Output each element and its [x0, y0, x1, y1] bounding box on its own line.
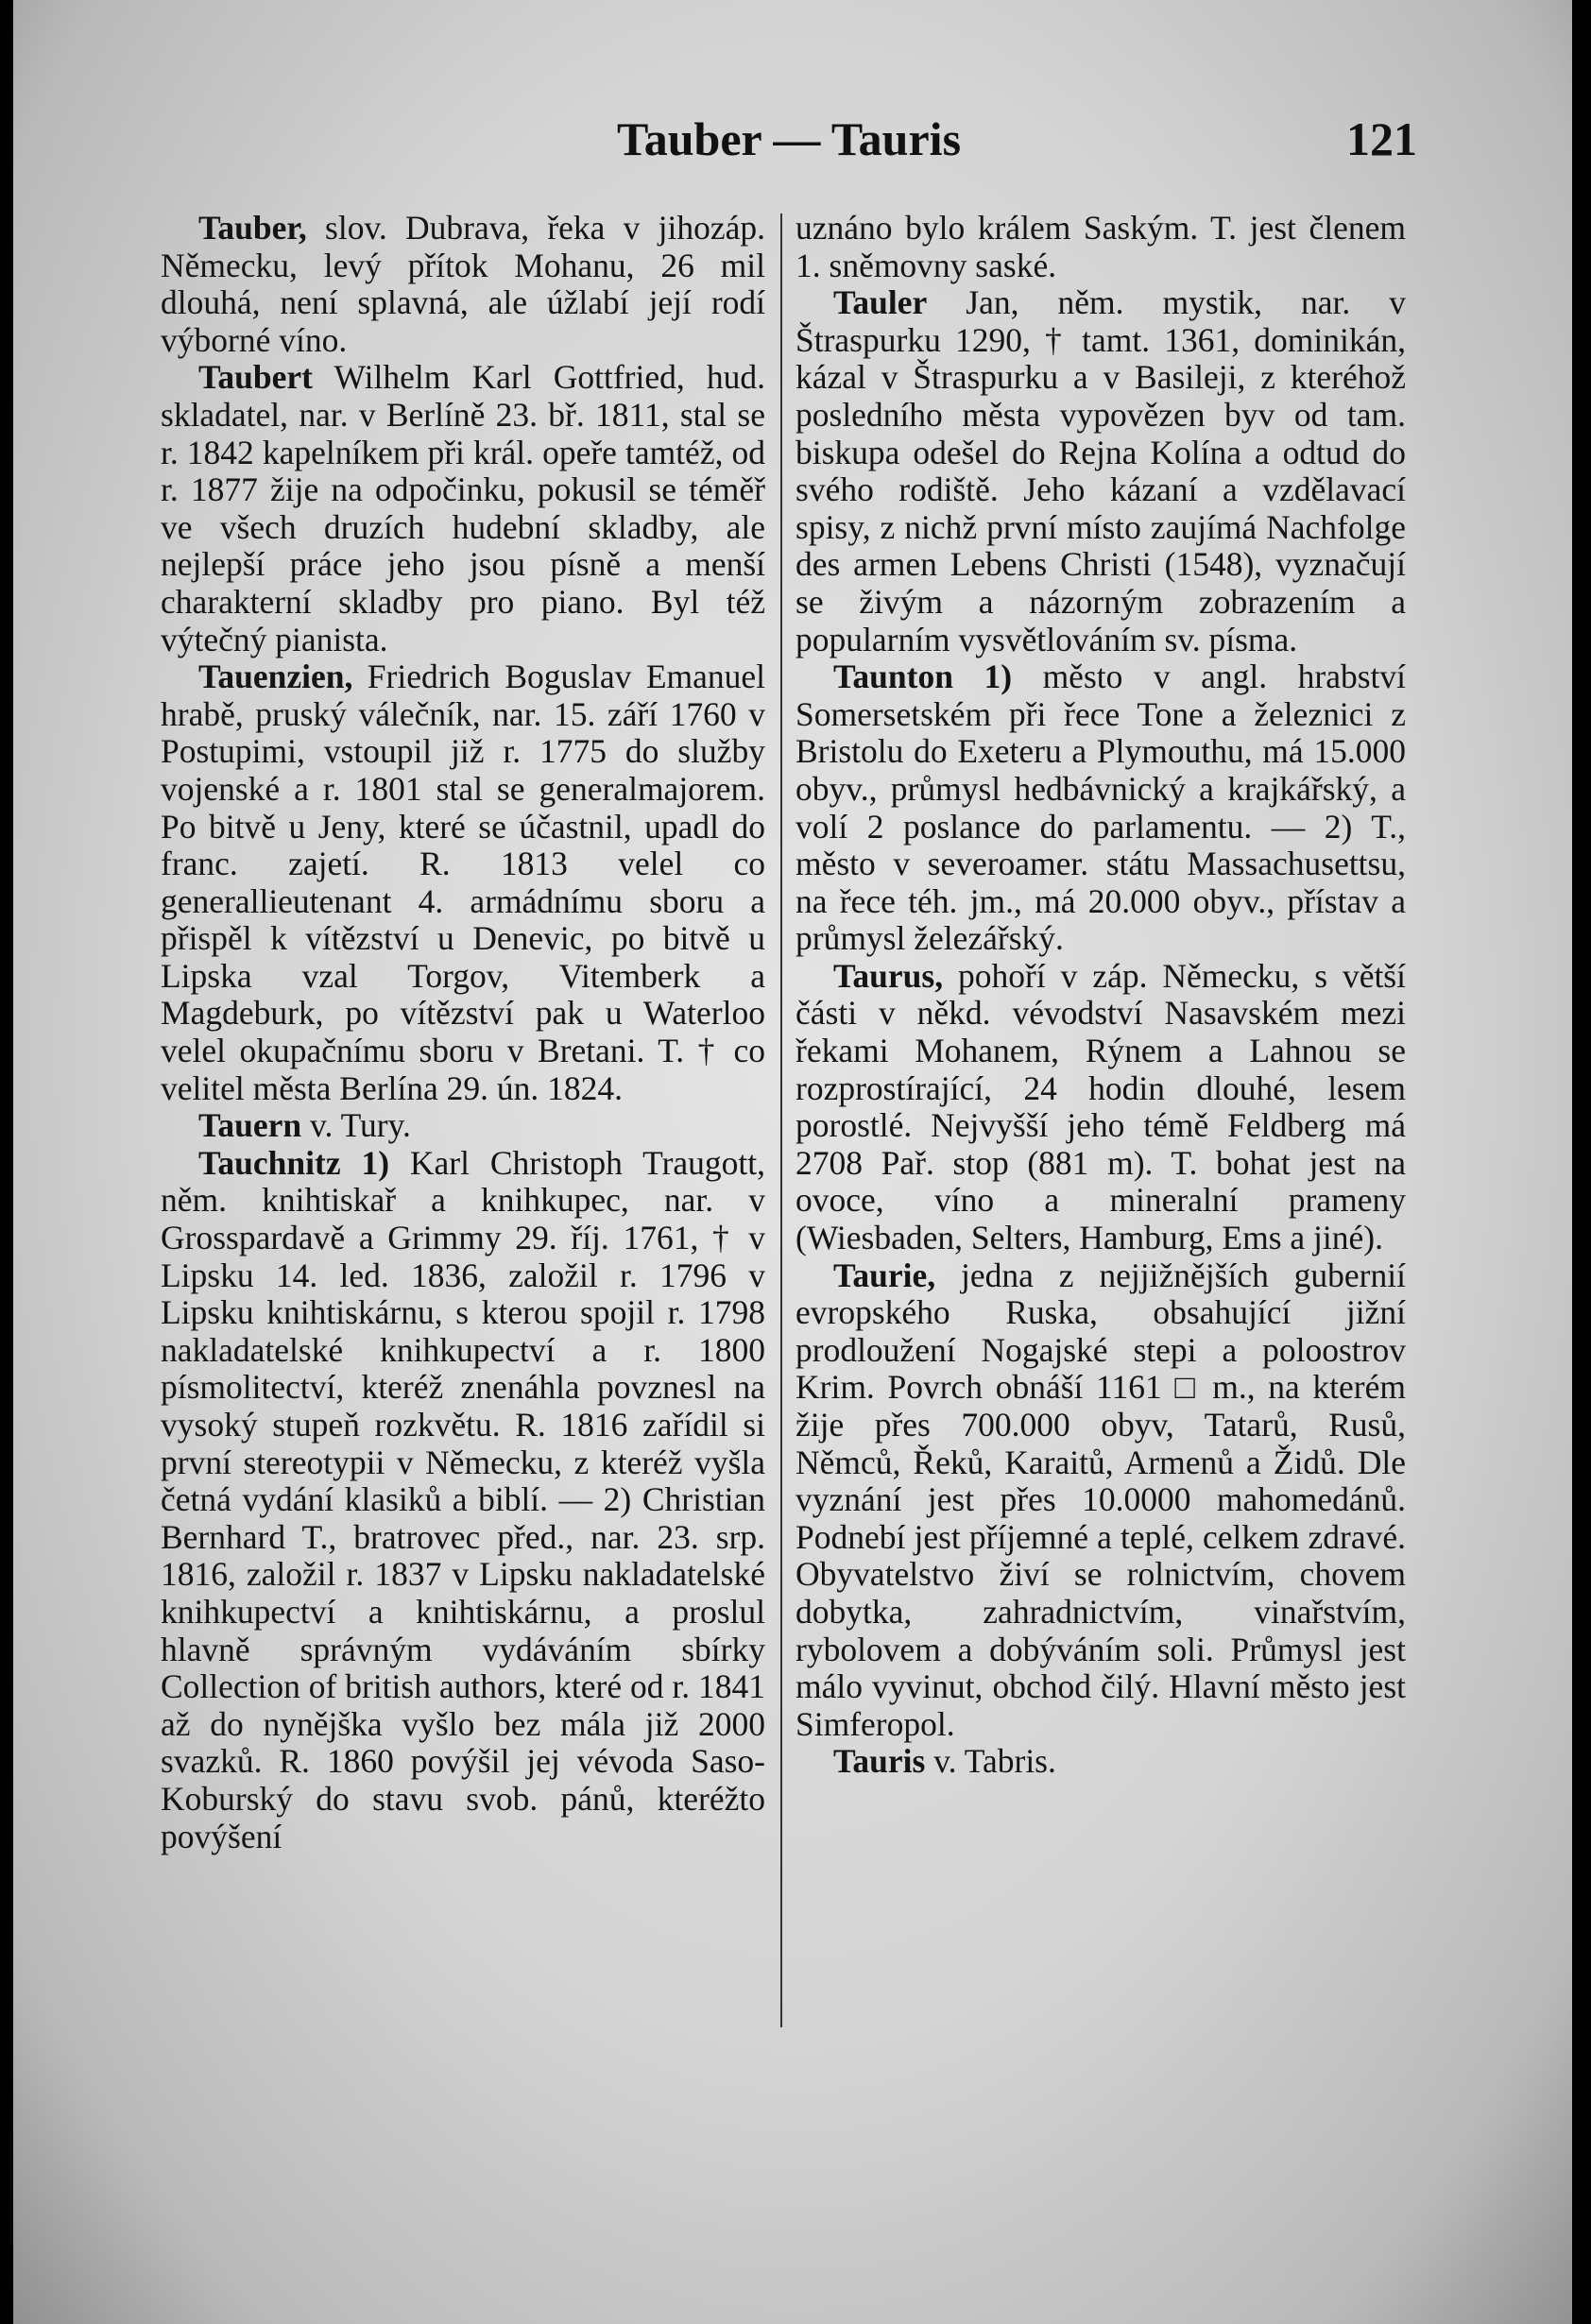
entry-text: Friedrich Boguslav Emanuel hrabě, pruský válečník, nar. 15. září 1760 v Postupimi, vstoupil již r. 1775 do služby vojenské a r. 1801 stal se generalmajorem. Po bitvě u Jeny, které se účastnil, upadl do franc. zajetí. R. 1813 velel co generallieutenant 4. armádnímu sboru a přispěl k vítězství u Denevic, po bitvě u Lipska vzal Torgov, Vitemberk a Magdeburk, po vítězství pak u Waterloo velel okupačnímu sboru v Bretani. T. † co velitel města Berlína 29. ún. 1824. [161, 658, 765, 1107]
entry-tauris [796, 1743, 1406, 1781]
entry-tauenzien [161, 658, 765, 1107]
headword: Tauchnitz 1) [198, 1143, 390, 1182]
headword: Taubert [198, 358, 313, 397]
headword: Tauenzien, [198, 658, 353, 696]
entry-continuation [796, 210, 1406, 284]
headword: Tauris [833, 1742, 926, 1781]
entry-text: Karl Christoph Traugott, něm. knihtiskař a knihkupec, nar. v Grosspardavě a Grimmy 29. říj. 1761, † v Lipsku 14. led. 1836, založil r. 1796 v Lipsku knihtiskárnu, s kterou spojil r. 1798 nakladatelské knihkupectví a r. 1800 písmolitectví, kteréž znenáhla povznesl na vysoký stupeň rozkvětu. R. 1816 zařídil si první stereotypii v Německu, z kteréž vyšla četná vydání klasiků a biblí. — 2) Christian Bernhard T., bratrovec před., nar. 23. srp. 1816, založil r. 1837 v Lipsku nakladatelské knihkupectví a knihtiskárnu, a proslul hlavně správným vydáváním sbírky Collection of british authors, které od r. 1841 až do nynějška vyšlo bez mála již 2000 svazků. R. 1860 povýšil jej vévoda Saso-Koburský do stavu svob. pánů, kteréžto povýšení [161, 1143, 765, 1855]
entry-taubert [161, 359, 765, 658]
entry-text: Jan, něm. mystik, nar. v Štraspurku 1290, † tamt. 1361, dominikán, kázal v Štraspurku a v Basileji, z kteréhož posledního města vypovězen byv od tam. biskupa odešel do Rejna Kolína a odtud do svého rodiště. Jeho kázaní a vzdělavací spisy, z nichž první místo zaujímá Nachfolge des armen Lebens Christi (1548), vyznačují se živým a názorným zobrazením a popularním vysvětlováním sv. písma. [796, 283, 1406, 658]
entry-tauern [161, 1107, 765, 1145]
page-number: 121 [1346, 112, 1417, 165]
right-column [796, 210, 1406, 1781]
column-divider [780, 214, 782, 2027]
entry-text: uznáno bylo králem Saským. T. jest členem 1. sněmovny saské. [796, 209, 1406, 284]
entry-taurie [796, 1257, 1406, 1744]
entry-tauler [796, 284, 1406, 658]
headword: Tauler [833, 283, 928, 322]
entry-text: v. Tury. [301, 1106, 411, 1145]
left-column [161, 210, 765, 1855]
running-head: Tauber — Tauris [616, 112, 962, 165]
headword: Taunton 1) [833, 658, 1013, 696]
page-header [161, 111, 1417, 168]
scan-border-left [0, 0, 13, 2324]
headword: Taurus, [833, 956, 944, 995]
entry-taunton [796, 658, 1406, 958]
entry-text: slov. Dubrava, řeka v jihozáp. Německu, levý přítok Mohanu, 26 mil dlouhá, není splavná, ale úžlabí její rodí výborné víno. [161, 209, 765, 359]
headword: Tauber, [198, 209, 307, 247]
entry-text: v. Tabris. [925, 1742, 1056, 1781]
entry-taurus [796, 958, 1406, 1257]
headword: Taurie, [833, 1256, 936, 1294]
entry-text: jedna z nejjižnějších gubernií evropského Ruska, obsahující jižní prodloužení Nogajské stepi a poloostrov Krim. Povrch obnáší 1161 □ m., na kterém žije přes 700.000 obyv, Tatarů, Rusů, Němců, Řeků, Karaitů, Armenů a Židů. Dle vyznání jest přes 10.0000 mahomedánů. Podnebí jest příjemné a teplé, celkem zdravé. Obyvatelstvo živí se rolnictvím, chovem dobytka, zahradnictvím, vinařstvím, rybolovem a dobýváním soli. Průmysl jest málo vyvinut, obchod čilý. Hlavní město jest Simferopol. [796, 1256, 1406, 1743]
headword: Tauern [198, 1106, 302, 1145]
entry-text: město v angl. hrabství Somersetském při řece Tone a železnici z Bristolu do Exeteru a Plymouthu, má 15.000 obyv., průmysl hedbávnický a krajkářský, a volí 2 poslance do parlamentu. — 2) T., město v severoamer. státu Massachusettsu, na řece téh. jm., má 20.000 obyv., přístav a průmysl železářský. [796, 658, 1406, 958]
entry-tauchnitz [161, 1145, 765, 1855]
entry-text: Wilhelm Karl Gottfried, hud. skladatel, nar. v Berlíně 23. bř. 1811, stal se r. 1842 kapelníkem při král. opeře tamtéž, od r. 1877 žije na odpočinku, pokusil se téměř ve všech druzích hudební skladby, ale nejlepší práce jeho jsou písně a menší charakterní skladby pro piano. Byl též výtečný pianista. [161, 358, 765, 658]
entry-text: pohoří v záp. Německu, s větší části v někd. vévodství Nasavském mezi řekami Mohanem, Rýnem a Lahnou se rozprostírající, 24 hodin dlouhé, lesem porostlé. Nejvyšší jeho témě Feldberg má 2708 Pař. stop (881 m). T. bohat jest na ovoce, víno a mineralní prameny (Wiesbaden, Selters, Hamburg, Ems a jiné). [796, 956, 1406, 1257]
scan-border-right [1572, 0, 1591, 2324]
entry-tauber [161, 210, 765, 359]
